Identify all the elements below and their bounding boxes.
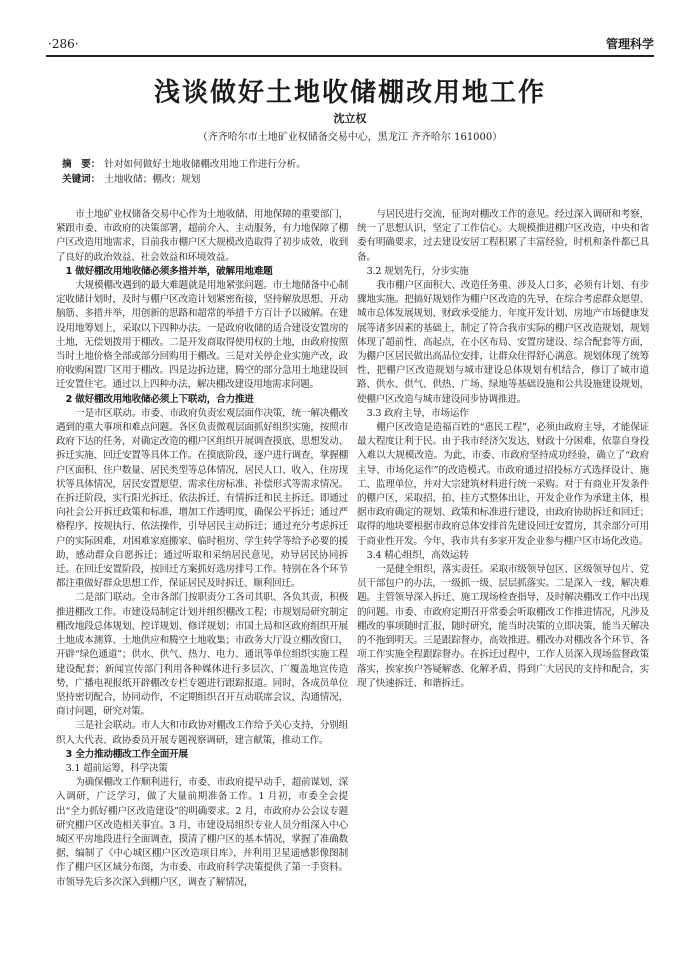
section-heading: 2 做好棚改用地收储必须上下联动，合力推进: [65, 393, 254, 405]
section-heading: 3.1 超前运筹，科学决策: [65, 762, 168, 774]
header-rule: [46, 55, 654, 57]
section-heading: 3.2 规划先行，分步实施: [366, 265, 469, 277]
paragraph: 与居民进行交流，征询对棚改工作的意见。经过深入调研和考察，统一了思想认识，坚定了工作信心。大规模推进棚户区改造，中央和省委有明确要求，过去建设安居工程积累了丰富经验，时机和条件都已具备。: [357, 209, 649, 263]
paragraph: 三是社会联动。市人大和市政协对棚改工作给予关心支持，分别组织人大代表、政协委员开展专题视察调研，建言献策，推动工作。: [56, 720, 348, 746]
keywords-text: 土地收储；棚改；规划: [104, 174, 201, 185]
paragraph: 我市棚户区面积大、改造任务重、涉及人口多，必须有计划、有步骤地实施。把搞好规划作为棚户区改造的先导，在综合考虑群众愿望、城市总体发展规划、财政承受能力、年度开发计划、房地产市场健康发展等诸多因素的基础上，制定了符合我市实际的棚户区改造规划，规划体现了超前性、高起点，在小区布局、安置房建设、综合配套等方面，为棚户区居民做出高品位安排，让群众住得舒心满意。规划体现了统筹性，把棚户区改造规划与城市建设总体规划有机结合，修订了城市道路、供水、供气、供热、广场、绿地等基础设施和公共设施建设规划，使棚户区改造与城市建设同步协调推进。: [357, 280, 649, 405]
paragraph: 市土地矿业权储备交易中心作为土地收储、用地保障的重要部门，紧跟市委、市政府的决策部署，超前介入、主动服务，有力地保障了棚户区改造用地需求，目前我市棚户区大规模改造取得了初步成效，收到了良好的政治效益、社会效益和环境效益。: [56, 209, 348, 263]
section-heading: 3.3 政府主导，市场运作: [366, 407, 469, 419]
paragraph: 为确保棚改工作顺利进行，市委、市政府提早动手，超前谋划，深入调研，广泛学习，做了大量前期准备工作。1 月初，市委全会提出“全力抓好棚户区改造建设”的明确要求。2 月，市政府办公会议专题研究棚户区改造相关事宜。3 月，市建设局组织专业人员分组深入中心城区平房地段进行全面调查，摸清了棚户区的基本情况，掌握了准确数据，编制了《中心城区棚户区改造项目库》，并利用卫星遥感影像图制作了棚户区区域分布图，为市委、市政府科学决策提供了第一手资料。市领导先后多次深入到棚户区，调查了解情况，: [56, 777, 348, 888]
author-affiliation: （齐齐哈尔市土地矿业权储备交易中心，黑龙江 齐齐哈尔 161000）: [197, 132, 503, 143]
page-number: ·286·: [48, 37, 79, 51]
section-heading: 1 做好棚改用地收储必须多措并举，破解用地难题: [65, 265, 273, 277]
abstract: [62, 156, 622, 170]
keywords: [62, 171, 622, 185]
journal-name: 管理科学: [605, 37, 654, 51]
abstract-label: 摘 要：: [62, 159, 101, 170]
paragraph: 二是部门联动。全市各部门按职责分工各司其职、各负其责，积极推进棚改工作。市建设局制定计划并组织棚改工程；市规划局研究制定棚改地段总体规划、控详规划、修详规划；市国土局和区政府组织开展土地成本测算、土地供应和腾空土地收集；市政务大厅设立棚改窗口，开辟“绿色通道”；供水、供气、热力、电力、通讯等单位组织实施工程建设配套；新闻宣传部门利用各种媒体进行多层次、广覆盖地宣传造势，广播电视报纸开辟棚改专栏专题进行跟踪报道。同时，各成员单位坚持密切配合，协同动作，不定期组织召开互动联席会议，沟通情况，商讨问题，研究对策。: [56, 592, 348, 718]
running-header: [0, 0, 700, 60]
left-column: [56, 208, 348, 890]
right-column: [357, 208, 649, 691]
section-heading: 3 全力推动棚改工作全面开展: [65, 748, 188, 760]
paragraph: 一是市区联动。市委、市政府负责宏观层面作决策，统一解决棚改遇到的重大事项和难点问题。各区负责微观层面抓好组织实施，按照市政府下达的任务，对确定改造的棚户区组织开展调查摸底、思想发动、拆迁实施、回迁安置等具体工作。在摸底阶段，逐户进行调查，掌握棚户区面积、住户数量、居民类型等总体情况，居民人口、收入、住房现状等具体情况，居民安置愿望、需求住房标准、补偿形式等需求情况。在拆迁阶段，实行阳光拆迁、依法拆迁、有情拆迁和民主拆迁。即通过向社会公开拆迁政策和标准，增加工作透明度，确保公平拆迁；通过严格程序、按规执行、依法操作，引导居民主动拆迁；通过充分考虑拆迁户的实际困难，对困难家庭搬家、临时租房、学生转学等给予必要的援助，感动群众自愿拆迁；通过听取和采纳居民意见，劝导居民协同拆迁。在回迁安置阶段，按回迁方案抓好选房排号工作。特别在各个环节都注重做好群众思想工作，保证居民及时拆迁、顺利回迁。: [56, 407, 348, 590]
paragraph: 棚户区改造是造福百姓的“惠民工程”，必须由政府主导，才能保证最大程度让利于民。由于我市经济欠发达，财政十分困难，依靠自身投入难以大规模改造。为此，市委、市政府坚持成功经验，确立了“政府主导、市场化运作”的改造模式。市政府通过招投标方式选择设计、施工、监理单位，并对大宗建筑材料进行统一采购。对于有商业开发条件的棚户区，采取招、拍、挂方式整体出让，开发企业作为承建主体，根据市政府确定的规划、政策和标准进行建设，由政府协助拆迁和回迁；取得的地块要根据市政府总体安排首先建设回迁安置房，其余部分可用于商业性开发。今年，我市共有多家开发企业参与棚户区市场化改造。: [357, 422, 649, 547]
keywords-label: 关键词：: [62, 174, 101, 185]
abstract-text: 针对如何做好土地收储棚改用地工作进行分析。: [104, 159, 306, 170]
author-name: 沈立权: [333, 112, 367, 125]
section-heading: 3.4 精心组织，高效运转: [366, 549, 469, 561]
article-title: 浅谈做好土地收储棚改用地工作: [153, 78, 546, 108]
paragraph: 大规模棚改遇到的最大难题就是用地紧张问题。市土地储备中心制定收储计划时，及时与棚户区改造计划紧密衔接，坚持解放思想、开动脑筋、多措并举，用创新的思路和超常的举措千方百计予以破解。在建设用地筹划上，采取以下四种办法。一是政府收储的适合建设安置房的土地，无偿划拨用于棚改。二是开发商取得使用权的土地，由政府按照当时土地价格全部或部分回购用于棚改。三是对关停企业实施产改，政府收购闲置厂区用于棚改。四是边拆边建，腾空的部分急用土地建设回迁安置住宅。通过以上四种办法，解决棚改建设用地需求问题。: [56, 280, 348, 391]
paragraph: 一是健全组织，落实责任。采取市级领导包区、区级领导包片、党员干部包户的办法，一级抓一级、层层抓落实。二是深入一线，解决难题。主管领导深入拆迁、施工现场检查指导，及时解决棚改工作中出现的问题。市委、市政府定期召开常委会听取棚改工作推进情况，凡涉及棚改的事项随时汇报，随时研究，能当时决策的立即决策，能当天解决的不拖到明天。三是跟踪督办，高效推进。棚改办对棚改各个环节、各项工作实施全程跟踪督办。在拆迁过程中，工作人员深入现场监督政策落实，挨家挨户答疑解惑、化解矛盾，得到广大居民的支持和配合，实现了快速拆迁、和谐拆迁。: [357, 564, 649, 689]
